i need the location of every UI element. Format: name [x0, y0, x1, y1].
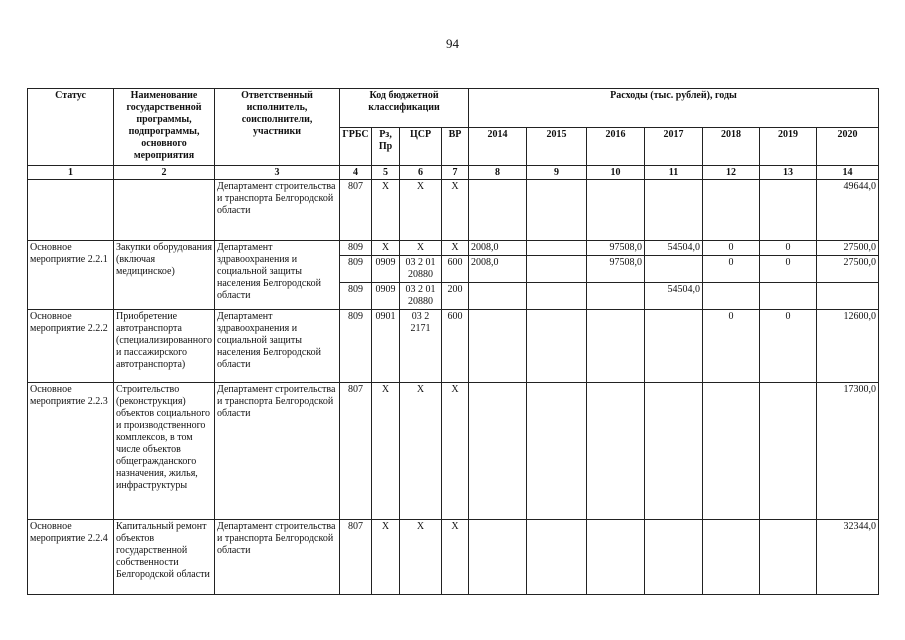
year-cell: 0 [760, 256, 817, 283]
grbs-cell: 809 [340, 241, 372, 256]
year-cell: 97508,0 [587, 241, 645, 256]
name-cell: Приобретение автотранспорта (специализированного и пассажирского автотранспорта) [114, 310, 215, 383]
year-cell: 17300,0 [817, 383, 879, 520]
csr-cell: Х [400, 383, 442, 520]
year-cell [527, 520, 587, 595]
year-cell [645, 383, 703, 520]
executor-cell: Департамент здравоохранения и социальной защиты населения Белгородской области [215, 310, 340, 383]
header-year: 2017 [645, 127, 703, 166]
page-number: 94 [446, 36, 459, 51]
header-year: 2016 [587, 127, 645, 166]
csr-cell: 03 2 01 20880 [400, 256, 442, 283]
rzpr-cell: 0901 [372, 310, 400, 383]
header-executor: Ответственный исполнитель, соисполнители, участники [215, 89, 340, 166]
year-cell [469, 383, 527, 520]
year-cell: 97508,0 [587, 256, 645, 283]
header-year: 2019 [760, 127, 817, 166]
header-status: Статус [28, 89, 114, 166]
vr-cell: Х [442, 180, 469, 241]
year-cell [760, 520, 817, 595]
column-number: 14 [817, 166, 879, 180]
year-cell [587, 283, 645, 310]
header-year: 2015 [527, 127, 587, 166]
year-cell [760, 283, 817, 310]
status-cell: Основное мероприятие 2.2.2 [28, 310, 114, 383]
grbs-cell: 809 [340, 283, 372, 310]
table-row [28, 383, 879, 520]
grbs-cell: 809 [340, 256, 372, 283]
budget-table [27, 88, 879, 595]
year-cell: 0 [703, 256, 760, 283]
status-cell [28, 180, 114, 241]
column-number: 2 [114, 166, 215, 180]
executor-cell: Департамент строительства и транспорта Белгородской области [215, 180, 340, 241]
year-cell [587, 310, 645, 383]
table-row [28, 180, 879, 241]
executor-cell: Департамент строительства и транспорта Белгородской области [215, 383, 340, 520]
table-row [28, 310, 879, 383]
header-csr: ЦСР [400, 127, 442, 166]
grbs-cell: 809 [340, 310, 372, 383]
year-cell [703, 383, 760, 520]
year-cell: 2008,0 [469, 256, 527, 283]
year-cell: 0 [760, 241, 817, 256]
header-expenses: Расходы (тыс. рублей), годы [469, 89, 879, 128]
name-cell [114, 180, 215, 241]
year-cell [527, 310, 587, 383]
name-cell: Капитальный ремонт объектов государственной собственности Белгородской области [114, 520, 215, 595]
year-cell: 0 [703, 310, 760, 383]
year-cell [587, 383, 645, 520]
header-name: Наименование государственной программы, подпрограммы, основного мероприятия [114, 89, 215, 166]
grbs-cell: 807 [340, 383, 372, 520]
column-number: 10 [587, 166, 645, 180]
table-row [28, 520, 879, 595]
year-cell [469, 520, 527, 595]
header-budget-code: Код бюджетной классификации [340, 89, 469, 128]
column-number: 9 [527, 166, 587, 180]
vr-cell: 200 [442, 283, 469, 310]
header-year: 2020 [817, 127, 879, 166]
year-cell [760, 180, 817, 241]
csr-cell: 03 2 2171 [400, 310, 442, 383]
year-cell [645, 310, 703, 383]
csr-cell: Х [400, 241, 442, 256]
column-number: 3 [215, 166, 340, 180]
header-rzpr: Рз, Пр [372, 127, 400, 166]
year-cell [645, 520, 703, 595]
status-cell: Основное мероприятие 2.2.3 [28, 383, 114, 520]
year-cell [703, 520, 760, 595]
year-cell [703, 180, 760, 241]
year-cell [703, 283, 760, 310]
year-cell: 0 [703, 241, 760, 256]
rzpr-cell: Х [372, 241, 400, 256]
year-cell: 32344,0 [817, 520, 879, 595]
grbs-cell: 807 [340, 180, 372, 241]
header-grbs: ГРБС [340, 127, 372, 166]
column-number: 11 [645, 166, 703, 180]
vr-cell: 600 [442, 256, 469, 283]
column-number: 7 [442, 166, 469, 180]
year-cell [469, 283, 527, 310]
header-year: 2018 [703, 127, 760, 166]
header-row-1 [28, 89, 879, 128]
year-cell [469, 180, 527, 241]
vr-cell: Х [442, 520, 469, 595]
year-cell: 27500,0 [817, 256, 879, 283]
column-number: 13 [760, 166, 817, 180]
csr-cell: Х [400, 520, 442, 595]
csr-cell: Х [400, 180, 442, 241]
name-cell: Закупки оборудования (включая медицинское) [114, 241, 215, 310]
year-cell [469, 310, 527, 383]
executor-cell: Департамент здравоохранения и социальной защиты населения Белгородской области [215, 241, 340, 310]
year-cell: 0 [760, 310, 817, 383]
year-cell: 2008,0 [469, 241, 527, 256]
year-cell [527, 241, 587, 256]
table-row [28, 241, 879, 256]
column-number: 1 [28, 166, 114, 180]
year-cell [527, 283, 587, 310]
vr-cell: Х [442, 241, 469, 256]
csr-cell: 03 2 01 20880 [400, 283, 442, 310]
rzpr-cell: Х [372, 180, 400, 241]
year-cell [645, 256, 703, 283]
grbs-cell: 807 [340, 520, 372, 595]
year-cell: 54504,0 [645, 241, 703, 256]
rzpr-cell: 0909 [372, 256, 400, 283]
column-number: 6 [400, 166, 442, 180]
year-cell [587, 180, 645, 241]
status-cell: Основное мероприятие 2.2.4 [28, 520, 114, 595]
vr-cell: Х [442, 383, 469, 520]
status-cell: Основное мероприятие 2.2.1 [28, 241, 114, 310]
year-cell: 12600,0 [817, 310, 879, 383]
column-numbers-row [28, 166, 879, 180]
year-cell: 49644,0 [817, 180, 879, 241]
year-cell [760, 383, 817, 520]
executor-cell: Департамент строительства и транспорта Белгородской области [215, 520, 340, 595]
name-cell: Строительство (реконструкция) объектов социального и производственного комплексов, в том числе объектов общегражданского назначения, жилья, инфраструктуры [114, 383, 215, 520]
year-cell [527, 256, 587, 283]
header-vr: ВР [442, 127, 469, 166]
column-number: 4 [340, 166, 372, 180]
year-cell [527, 383, 587, 520]
vr-cell: 600 [442, 310, 469, 383]
rzpr-cell: 0909 [372, 283, 400, 310]
year-cell [645, 180, 703, 241]
year-cell [817, 283, 879, 310]
column-number: 8 [469, 166, 527, 180]
year-cell: 27500,0 [817, 241, 879, 256]
rzpr-cell: Х [372, 383, 400, 520]
year-cell: 54504,0 [645, 283, 703, 310]
year-cell [587, 520, 645, 595]
header-year: 2014 [469, 127, 527, 166]
year-cell [527, 180, 587, 241]
column-number: 12 [703, 166, 760, 180]
column-number: 5 [372, 166, 400, 180]
rzpr-cell: Х [372, 520, 400, 595]
